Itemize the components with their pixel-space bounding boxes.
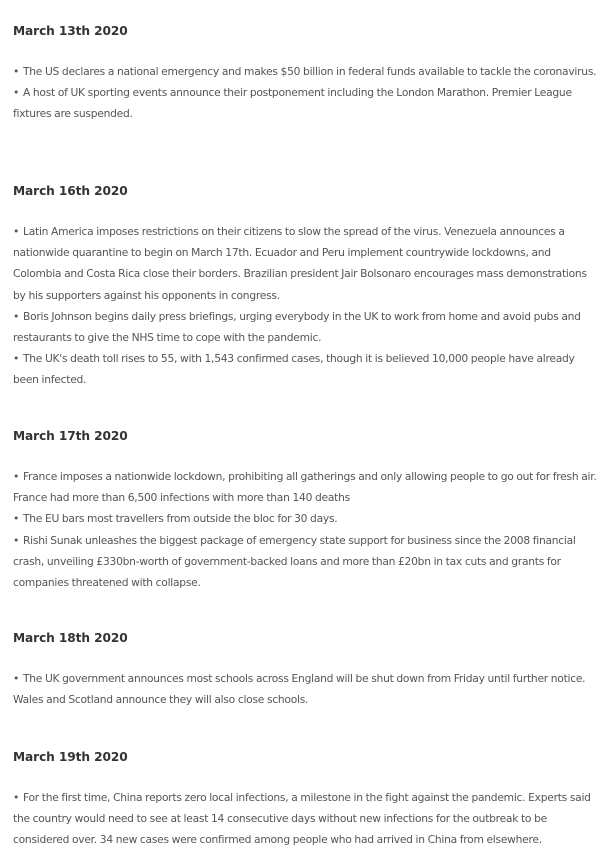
timeline-section: [13, 630, 599, 710]
event-list: [13, 61, 599, 125]
event-list: [13, 466, 599, 593]
event-item: [13, 221, 599, 306]
timeline-section: [13, 23, 599, 125]
event-list: [13, 787, 599, 851]
event-list: [13, 668, 599, 710]
event-text: The UK's death toll rises to 55, with 1,543 confirmed cases, though it is believed 10,000 people have already been infected.: [13, 352, 575, 387]
event-text: The US declares a national emergency and makes $50 billion in federal funds available to tackle the coronavirus.: [23, 65, 597, 78]
event-item: [13, 508, 599, 529]
bullet-icon: •: [13, 225, 20, 238]
event-text: Latin America imposes restrictions on their citizens to slow the spread of the virus. Venezuela announces a nationwide quarantine to begin on March 17th. Ecuador and Peru implement countrywide lockdowns, and Colombia and Costa Rica close their borders. Brazilian president Jair Bolsonaro encourages mass demonstrations by his supporters against his opponents in congress.: [13, 225, 587, 302]
section-date: March 17th 2020: [13, 429, 128, 443]
event-text: France imposes a nationwide lockdown, prohibiting all gatherings and only allowing people to go out for fresh air. France had more than 6,500 infections with more than 140 deaths: [13, 470, 597, 505]
event-text: For the first time, China reports zero local infections, a milestone in the fight against the pandemic. Experts said the country would need to see at least 14 consecutive days without new infections for the outbreak to be considered over. 34 new cases were confirmed among people who had arrived in China from elsewhere.: [13, 791, 591, 847]
event-list: [13, 221, 599, 391]
bullet-icon: •: [13, 512, 20, 526]
event-text: A host of UK sporting events announce their postponement including the London Marathon. Premier League fixtures are suspended.: [13, 86, 572, 121]
bullet-icon: •: [13, 672, 20, 685]
section-date: March 19th 2020: [13, 750, 128, 764]
timeline-section: [13, 183, 599, 391]
event-text: The UK government announces most schools across England will be shut down from Friday until further notice. Wales and Scotland announce they will also close schools.: [13, 672, 586, 707]
event-text: The EU bars most travellers from outside the bloc for 30 days.: [23, 512, 338, 526]
event-item: [13, 466, 599, 508]
bullet-icon: •: [13, 309, 20, 323]
bullet-icon: •: [13, 533, 20, 547]
event-item: [13, 82, 599, 124]
event-item: [13, 348, 599, 390]
event-item: [13, 530, 599, 594]
bullet-icon: •: [13, 791, 20, 804]
bullet-icon: •: [13, 470, 20, 483]
event-item: [13, 61, 599, 82]
timeline-section: [13, 749, 599, 851]
event-text: Rishi Sunak unleashes the biggest package of emergency state support for business since the 2008 financial crash, unveiling £330bn-worth of government-backed loans and more than £20bn in tax cuts and grants for companies threatened with collapse.: [13, 533, 576, 590]
bullet-icon: •: [13, 352, 20, 366]
section-date: March 13th 2020: [13, 24, 128, 38]
bullet-icon: •: [13, 86, 20, 100]
section-date: March 18th 2020: [13, 631, 128, 645]
bullet-icon: •: [13, 65, 20, 78]
timeline-section: [13, 428, 599, 593]
event-text: Boris Johnson begins daily press briefings, urging everybody in the UK to work from home and avoid pubs and restaurants to give the NHS time to cope with the pandemic.: [13, 309, 581, 345]
event-item: [13, 668, 599, 710]
event-item: [13, 787, 599, 851]
section-date: March 16th 2020: [13, 184, 128, 198]
event-item: [13, 306, 599, 348]
